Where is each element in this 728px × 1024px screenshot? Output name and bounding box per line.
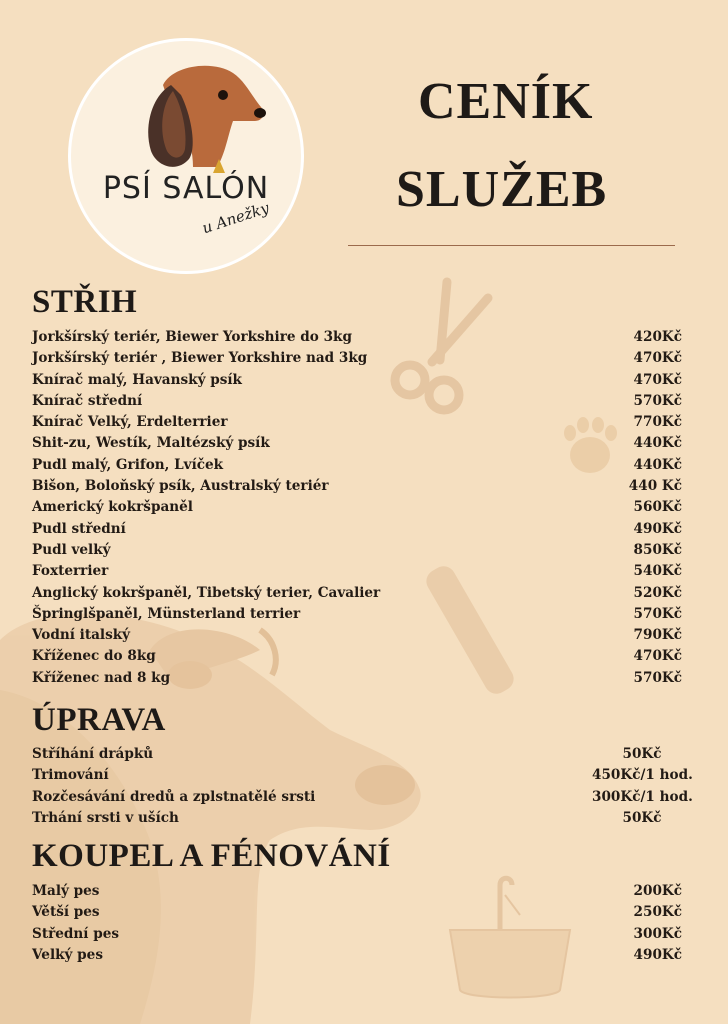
list-item [32,945,682,966]
service-price: 770Kč [633,414,682,431]
service-name: Trimování [32,767,109,784]
service-price: 440Kč [633,456,682,473]
service-price: 200Kč [633,883,682,899]
page-title-line1: CENÍK [418,73,594,130]
list-item [32,519,682,540]
service-price: 490Kč [633,946,682,963]
service-price: 470Kč [633,350,682,367]
section-heading-uprava: ÚPRAVA [32,702,166,738]
logo-badge [68,38,304,274]
service-price: 420Kč [633,329,682,345]
service-name: Anglický kokršpaněl, Tibetský terier, Cavalier [32,584,381,601]
list-item [32,391,682,412]
service-price: 50Kč [622,809,662,826]
service-price: 440Kč [633,435,682,452]
service-name: Bišon, Boloňský psík, Australský teriér [32,478,329,495]
list-item [32,497,682,518]
service-price: 570Kč [633,392,682,409]
service-name: Větší pes [32,904,100,921]
service-name: Jorkšírský teriér, Biewer Yorkshire do 3kg [32,329,352,345]
list-item [32,433,682,454]
list-item [32,327,682,348]
list-item [32,348,682,369]
koupel-list [32,881,682,966]
service-price: 440 Kč [628,478,682,495]
service-name: Střední pes [32,925,119,942]
service-name: Shit-zu, Westík, Maltézský psík [32,435,270,452]
service-name: Vodní italský [32,627,131,644]
dachshund-logo-icon [133,55,273,175]
section-heading-strih: STŘIH [32,284,138,320]
service-name: Velký pes [32,946,103,963]
service-price: 790Kč [633,627,682,644]
service-name: Knírač Velký, Erdelterrier [32,414,228,431]
list-item [32,412,682,433]
list-item [32,765,693,786]
service-price: 50Kč [622,746,662,762]
service-name: Jorkšírský teriér , Biewer Yorkshire nad 3kg [32,350,368,367]
uprava-list [32,744,693,829]
service-name: Pudl velký [32,541,111,558]
section-heading-koupel: KOUPEL A FÉNOVÁNÍ [32,838,391,874]
service-name: Foxterrier [32,563,109,580]
list-item [32,583,682,604]
service-name: Americký kokršpaněl [32,499,193,516]
service-price: 470Kč [633,371,682,388]
service-price: 520Kč [633,584,682,601]
list-item [32,455,682,476]
service-price: 450Kč/1 hod. [592,767,693,784]
list-item [32,881,682,902]
service-name: Pudl malý, Grifon, Lvíček [32,456,224,473]
list-item [32,540,682,561]
service-name: Pudl střední [32,520,126,537]
service-price: 490Kč [633,520,682,537]
list-item [32,625,682,646]
list-item [32,808,682,829]
service-price: 470Kč [633,648,682,665]
service-name: Kříženec do 8kg [32,648,156,665]
list-item [32,924,682,945]
service-name: Rozčesávání dredů a zplstnatělé srsti [32,788,316,805]
service-price: 560Kč [633,499,682,516]
page-title-line2: SLUŽEB [396,161,608,218]
list-item [32,902,682,923]
list-item [32,370,682,391]
title-divider [348,245,675,246]
service-name: Knírač malý, Havanský psík [32,371,242,388]
service-price: 300Kč [633,925,682,942]
strih-list [32,327,682,689]
service-price: 250Kč [633,904,682,921]
service-price: 570Kč [633,605,682,622]
service-price: 300Kč/1 hod. [592,788,693,805]
list-item [32,668,682,689]
list-item [32,787,693,808]
service-name: Stříhání drápků [32,746,154,762]
service-name: Kříženec nad 8 kg [32,669,171,686]
service-name: Špringlšpaněl, Münsterland terrier [32,605,301,622]
list-item [32,744,682,765]
list-item [32,646,682,667]
list-item [32,604,682,625]
list-item [32,561,682,582]
service-price: 850Kč [633,541,682,558]
service-name: Trhání srsti v uších [32,809,179,826]
service-price: 570Kč [633,669,682,686]
service-price: 540Kč [633,563,682,580]
service-name: Malý pes [32,883,100,899]
logo-script: u Anežky [199,198,272,238]
list-item [32,476,682,497]
logo-name: PSÍ SALÓN [102,171,270,206]
service-name: Knírač střední [32,392,143,409]
